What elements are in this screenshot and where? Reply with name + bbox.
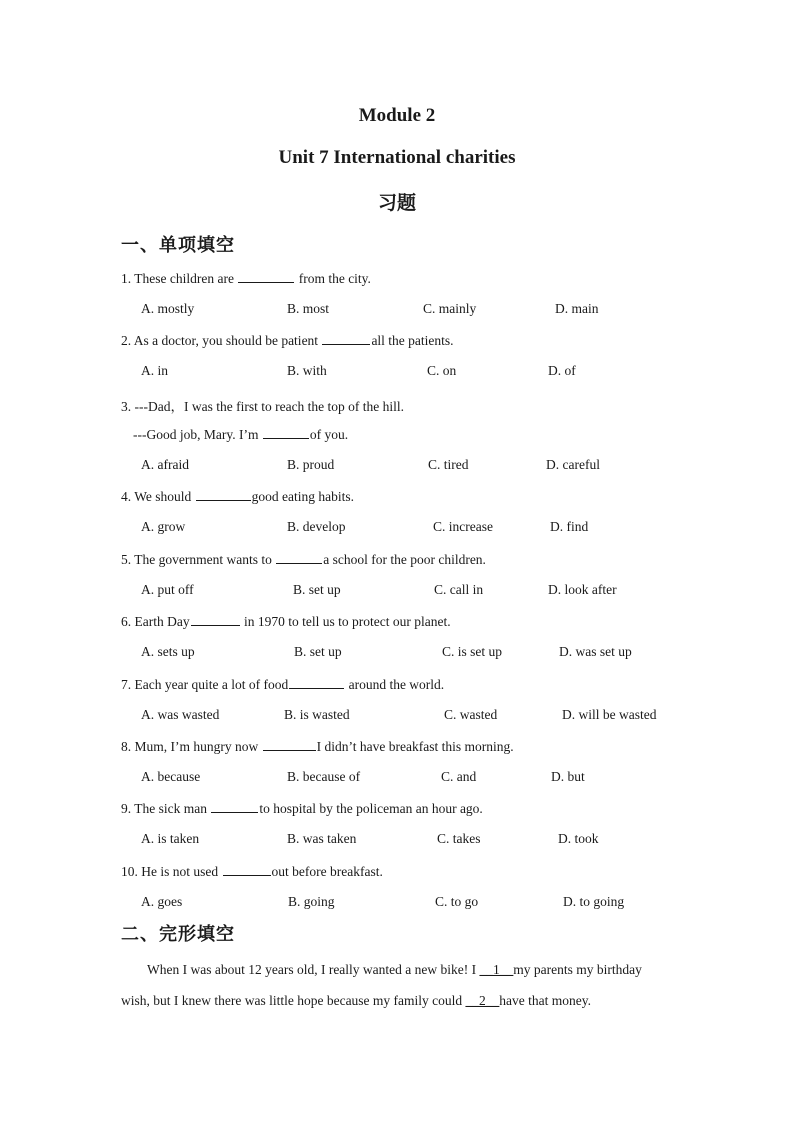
question-3-option-b[interactable]: B. proud: [287, 457, 335, 472]
question-9-option-b[interactable]: B. was taken: [287, 831, 357, 846]
passage-text: have that money.: [499, 993, 592, 1008]
unit-title: Unit 7 International charities: [278, 147, 516, 168]
cloze-blank-2[interactable]: __2__: [465, 993, 500, 1008]
question-text: 4. We should: [121, 489, 195, 504]
question-3-option-c[interactable]: C. tired: [428, 457, 469, 472]
passage-text: wish, but I knew there was little hope because my family could: [121, 993, 466, 1008]
cloze-blank-1[interactable]: __1__: [479, 962, 514, 977]
question-5: [121, 551, 486, 568]
question-10: [121, 863, 383, 880]
passage-line-1: [121, 962, 681, 978]
question-text: around the world.: [345, 677, 445, 692]
module-title: Module 2: [358, 105, 436, 126]
passage-line-2: [121, 993, 681, 1009]
question-6-option-d[interactable]: D. was set up: [559, 644, 632, 659]
question-7: [121, 676, 444, 693]
question-text: all the patients.: [371, 333, 454, 348]
question-text: I didn’t have breakfast this morning.: [316, 739, 514, 754]
question-8-option-a[interactable]: A. because: [141, 769, 201, 784]
section-single-choice-title: 一、单项填空: [121, 235, 235, 256]
question-text: 7. Each year quite a lot of food: [121, 677, 289, 692]
answer-blank[interactable]: [191, 613, 240, 626]
question-5-option-d[interactable]: D. look after: [548, 582, 617, 597]
question-text: from the city.: [295, 271, 371, 286]
question-10-option-c[interactable]: C. to go: [435, 894, 479, 909]
answer-blank[interactable]: [238, 270, 294, 283]
question-2-option-a[interactable]: A. in: [141, 363, 168, 378]
question-3-option-d[interactable]: D. careful: [546, 457, 600, 472]
question-5-option-c[interactable]: C. call in: [434, 582, 484, 597]
question-9-option-a[interactable]: A. is taken: [141, 831, 200, 846]
question-6-option-a[interactable]: A. sets up: [141, 644, 195, 659]
question-1-option-d[interactable]: D. main: [555, 301, 599, 316]
question-8-option-d[interactable]: D. but: [551, 769, 585, 784]
question-text: ---Good job, Mary. I’m: [133, 427, 262, 442]
question-4-option-a[interactable]: A. grow: [141, 519, 186, 534]
question-text: to hospital by the policeman an hour ago.: [259, 801, 483, 816]
passage-text: my parents my birthday: [513, 962, 642, 977]
section-cloze-title: 二、完形填空: [121, 924, 235, 945]
question-3: [121, 395, 404, 415]
question-8-option-c[interactable]: C. and: [441, 769, 477, 784]
question-2: [121, 332, 454, 349]
question-8: [121, 738, 514, 755]
question-2-option-d[interactable]: D. of: [548, 363, 576, 378]
question-10-option-d[interactable]: D. to going: [563, 894, 625, 909]
question-8-option-b[interactable]: B. because of: [287, 769, 361, 784]
answer-blank[interactable]: [263, 426, 309, 439]
question-text: 6. Earth Day: [121, 614, 190, 629]
question-text: 2. As a doctor, you should be patient: [121, 333, 322, 348]
question-text: 3. ---Dad，I was the first to reach the top of the hill.: [121, 399, 405, 414]
question-text: of you.: [309, 427, 349, 442]
question-10-option-b[interactable]: B. going: [288, 894, 335, 909]
question-6-option-c[interactable]: C. is set up: [442, 644, 503, 659]
answer-blank[interactable]: [289, 676, 344, 689]
question-7-option-d[interactable]: D. will be wasted: [562, 707, 657, 722]
question-text: in 1970 to tell us to protect our planet.: [240, 614, 451, 629]
question-1-option-b[interactable]: B. most: [287, 301, 330, 316]
question-text: 9. The sick man: [121, 801, 211, 816]
question-7-option-a[interactable]: A. was wasted: [141, 707, 220, 722]
question-10-option-a[interactable]: A. goes: [141, 894, 183, 909]
answer-blank[interactable]: [263, 738, 316, 751]
answer-blank[interactable]: [196, 488, 251, 501]
passage-text: When I was about 12 years old, I really wanted a new bike! I: [147, 962, 480, 977]
answer-blank[interactable]: [223, 863, 271, 876]
question-7-option-c[interactable]: C. wasted: [444, 707, 498, 722]
question-2-option-c[interactable]: C. on: [427, 363, 457, 378]
question-text: 1. These children are: [121, 271, 238, 286]
question-text: 10. He is not used: [121, 864, 222, 879]
question-6: [121, 613, 451, 630]
question-2-option-b[interactable]: B. with: [287, 363, 327, 378]
question-9-option-c[interactable]: C. takes: [437, 831, 481, 846]
question-5-option-b[interactable]: B. set up: [293, 582, 341, 597]
question-text: 8. Mum, I’m hungry now: [121, 739, 262, 754]
question-6-option-b[interactable]: B. set up: [294, 644, 342, 659]
answer-blank[interactable]: [276, 551, 322, 564]
question-7-option-b[interactable]: B. is wasted: [284, 707, 350, 722]
question-4-option-c[interactable]: C. increase: [433, 519, 493, 534]
question-3-option-a[interactable]: A. afraid: [141, 457, 189, 472]
question-text: 5. The government wants to: [121, 552, 276, 567]
question-9: [121, 800, 483, 817]
exercise-title: 习题: [377, 192, 416, 214]
question-text: a school for the poor children.: [323, 552, 486, 567]
question-1: [121, 270, 371, 287]
question-text: good eating habits.: [251, 489, 355, 504]
question-4-option-d[interactable]: D. find: [550, 519, 589, 534]
question-5-option-a[interactable]: A. put off: [141, 582, 194, 597]
question-text: out before breakfast.: [271, 864, 383, 879]
answer-blank[interactable]: [211, 800, 258, 813]
question-9-option-d[interactable]: D. took: [558, 831, 599, 846]
question-1-option-c[interactable]: C. mainly: [423, 301, 477, 316]
question-1-option-a[interactable]: A. mostly: [141, 301, 195, 316]
question-3-response-line: [133, 426, 348, 443]
answer-blank[interactable]: [322, 332, 370, 345]
question-4: [121, 488, 354, 505]
question-4-option-b[interactable]: B. develop: [287, 519, 346, 534]
